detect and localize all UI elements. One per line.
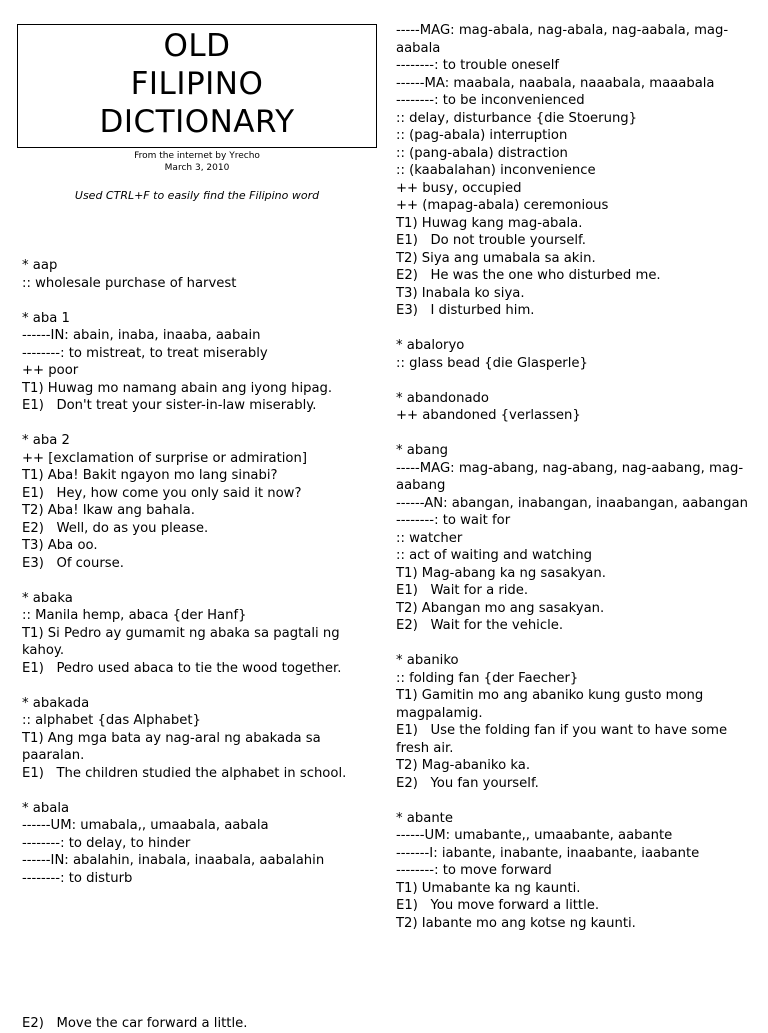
entry-headword: * aap xyxy=(22,258,58,273)
title-line-3: DICTIONARY xyxy=(99,104,295,140)
entry-headword: * abang xyxy=(396,443,449,458)
cut-off-line: E2) Move the car forward a little. xyxy=(22,1016,248,1031)
entry-headword: * abaka xyxy=(22,590,73,606)
left-column xyxy=(22,257,374,905)
entry-line: E1) Hey, how come you only said it now? xyxy=(22,485,302,501)
entry-line: T1) Ang mga bata ay nag-aral ng abakada sa paaralan. xyxy=(22,730,325,763)
entry-line: :: (pang-abala) distraction xyxy=(396,145,568,161)
entry-headword: * abante xyxy=(396,810,453,826)
entry-headword: * abakada xyxy=(22,695,90,711)
entry-line: T2) Siya ang umabala sa akin. xyxy=(396,250,596,266)
title-box xyxy=(17,24,377,148)
entry-line: T2) Mag-abaniko ka. xyxy=(396,758,531,773)
entry-line: :: delay, disturbance {die Stoerung} xyxy=(396,110,638,126)
entry-line: :: watcher xyxy=(396,530,463,546)
entry-line: --------: to disturb xyxy=(22,870,133,886)
credit xyxy=(17,150,377,174)
entry-line: E1) Use the folding fan if you want to have some fresh air. xyxy=(396,723,732,756)
entry-line: T1) Gamitin mo ang abaniko kung gusto mong magpalamig. xyxy=(396,688,708,721)
entry-line: -----MAG: mag-abang, nag-abang, nag-aabang, mag-aabang xyxy=(396,460,744,493)
entry-line: --------: to delay, to hinder xyxy=(22,835,191,851)
entry-line: ++ abandoned {verlassen} xyxy=(396,408,581,423)
entry-line: ------AN: abangan, inabangan, inaabangan, aabangan xyxy=(396,495,748,511)
entry-line: E1) Don't treat your sister-in-law miserably. xyxy=(22,398,317,413)
entry-line: T1) Mag-abang ka ng sasakyan. xyxy=(396,565,606,581)
entry-line: E2) He was the one who disturbed me. xyxy=(396,268,661,283)
entry-line: :: (pag-abala) interruption xyxy=(396,128,568,143)
entry-line: --------: to trouble oneself xyxy=(396,58,560,73)
credit-author: From the internet by Yrecho xyxy=(134,151,260,161)
entry-headword: * abaniko xyxy=(396,653,459,668)
entry-line: --------: to be inconvenienced xyxy=(396,93,585,108)
dictionary-entry xyxy=(396,810,751,933)
dictionary-entry xyxy=(396,652,751,792)
dictionary-entry xyxy=(396,337,751,372)
entry-line: T3) Aba oo. xyxy=(22,538,98,553)
entry-line: ++ [exclamation of surprise or admiration] xyxy=(22,450,308,466)
entry-line: E1) The children studied the alphabet in school. xyxy=(22,765,347,781)
entry-headword: * abala xyxy=(22,800,70,816)
entry-line: -------I: iabante, inabante, inaabante, iaabante xyxy=(396,845,700,861)
entry-line: -----MAG: mag-abala, nag-abala, nag-aabala, mag-aabala xyxy=(396,23,729,56)
entry-headword: * aba 2 xyxy=(22,433,70,448)
usage-hint: Used CTRL+F to easily find the Filipino word xyxy=(74,189,320,202)
entry-line: E3) Of course. xyxy=(22,555,124,571)
entry-line: ------IN: abalahin, inabala, inaabala, aabalahin xyxy=(22,853,325,868)
dictionary-entry xyxy=(396,22,751,320)
entry-line: ++ poor xyxy=(22,363,79,378)
entry-line: :: (kaabalahan) inconvenience xyxy=(396,163,596,178)
entry-line: ++ busy, occupied xyxy=(396,180,522,196)
entry-line: T1) Umabante ka ng kaunti. xyxy=(396,880,581,896)
entry-line: T2) Abangan mo ang sasakyan. xyxy=(396,600,605,616)
entry-line: T3) Inabala ko siya. xyxy=(396,285,525,301)
entry-line: E2) You fan yourself. xyxy=(396,775,539,791)
entry-line: T1) Huwag mo namang abain ang iyong hipag. xyxy=(22,380,333,396)
credit-date: March 3, 2010 xyxy=(164,163,230,173)
entry-line: E2) Well, do as you please. xyxy=(22,520,209,536)
entry-line: T1) Huwag kang mag-abala. xyxy=(396,215,583,231)
entry-line: T1) Aba! Bakit ngayon mo lang sinabi? xyxy=(22,468,278,483)
entry-line: ------IN: abain, inaba, inaaba, aabain xyxy=(22,328,261,343)
dictionary-entry xyxy=(22,590,374,678)
dictionary-entry xyxy=(22,432,374,572)
entry-line: T2) Aba! Ikaw ang bahala. xyxy=(22,503,195,518)
entry-line: E1) Wait for a ride. xyxy=(396,583,529,598)
entry-line: --------: to mistreat, to treat miserably xyxy=(22,345,268,361)
entry-line: :: act of waiting and watching xyxy=(396,548,593,563)
entry-line: --------: to move forward xyxy=(396,863,552,878)
entry-line: T1) Si Pedro ay gumamit ng abaka sa pagtali ng kahoy. xyxy=(22,625,344,658)
entry-line: --------: to wait for xyxy=(396,513,511,528)
entry-line: :: glass bead {die Glasperle} xyxy=(396,355,588,371)
entry-line: ------MA: maabala, naabala, naaabala, maaabala xyxy=(396,75,715,91)
entry-line: :: alphabet {das Alphabet} xyxy=(22,713,201,728)
dictionary-entry xyxy=(22,257,374,292)
entry-line: :: Manila hemp, abaca {der Hanf} xyxy=(22,608,247,623)
entry-headword: * abandonado xyxy=(396,390,489,406)
right-column xyxy=(396,22,751,950)
entry-line: ------UM: umabante,, umaabante, aabante xyxy=(396,828,673,843)
dictionary-entry xyxy=(396,442,751,635)
dictionary-entry xyxy=(396,390,751,425)
entry-line: :: wholesale purchase of harvest xyxy=(22,275,237,291)
entry-line: E1) You move forward a little. xyxy=(396,898,600,913)
dictionary-entry xyxy=(22,310,374,415)
entry-line: E1) Pedro used abaca to tie the wood together. xyxy=(22,660,342,676)
dictionary-entry xyxy=(22,695,374,783)
entry-headword: * abaloryo xyxy=(396,338,465,353)
dictionary-entry xyxy=(22,800,374,888)
entry-line: :: folding fan {der Faecher} xyxy=(396,670,579,686)
entry-line: E1) Do not trouble yourself. xyxy=(396,233,586,248)
entry-line: ------UM: umabala,, umaabala, aabala xyxy=(22,818,269,833)
entry-line: ++ (mapag-abala) ceremonious xyxy=(396,198,609,213)
entry-line: E2) Wait for the vehicle. xyxy=(396,618,564,633)
entry-headword: * aba 1 xyxy=(22,310,70,326)
entry-line: T2) Iabante mo ang kotse ng kaunti. xyxy=(396,915,636,931)
title-line-2: FILIPINO xyxy=(130,66,264,102)
entry-line: E3) I disturbed him. xyxy=(396,303,535,318)
title-line-1: OLD xyxy=(163,28,231,64)
